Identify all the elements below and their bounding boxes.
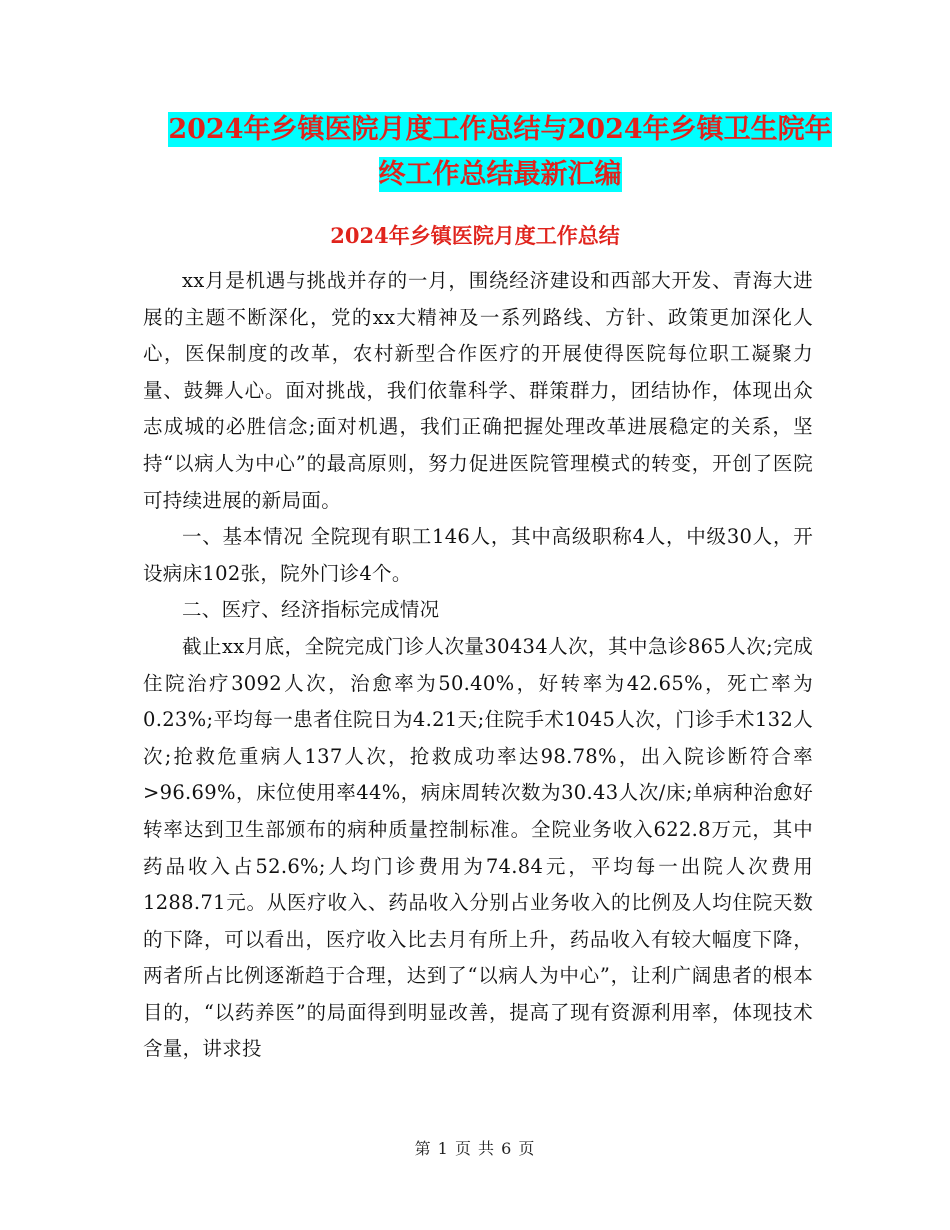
paragraph-indicators: 截止xx月底，全院完成门诊人次量30434人次，其中急诊865人次;完成住院治疗3092人次，治愈率为50.40%，好转率为42.65%，死亡率为0.23%;平均每一患者住院日为4.21天;住院手术1045人次，门诊手术132人次;抢救危重病人137人次，抢救成功率达98.78%，出入院诊断符合率>96.69%，床位使用率44%，病床周转次数为30.43人次/床;单病种治愈好转率达到卫生部颁布的病种质量控制标准。全院业务收入622.8万元，其中药品收入占52.6%;人均门诊费用为74.84元，平均每一出院人次费用1288.71元。从医疗收入、药品收入分别占业务收入的比例及人均住院天数的下降，可以看出，医疗收入比去月有所上升，药品收入有较大幅度下降，两者所占比例逐渐趋于合理，达到了“以病人为中心”，让利广阔患者的根本目的，“以药养医”的局面得到明显改善，提高了现有资源利用率，体现技术含量，讲求投 (143, 634, 813, 1061)
document-title-text-2: 终工作总结最新汇编 (378, 159, 622, 190)
section-heading: 2024年乡镇医院月度工作总结 (330, 223, 620, 248)
paragraph-indicators-heading: 二、医疗、经济指标完成情况 (182, 598, 440, 622)
document-title-line-2 (130, 147, 870, 203)
document-body (143, 263, 813, 1068)
page-number-footer: 第 1 页 共 6 页 (414, 1139, 536, 1158)
document-title-text-1: 2024年乡镇医院月度工作总结与2024年乡镇卫生院年 (168, 114, 832, 145)
paragraph-basic-info: 一、基本情况 全院现有职工146人，其中高级职称4人，中级30人，开设病床102张，院外门诊4个。 (143, 525, 813, 585)
paragraph-intro: xx月是机遇与挑战并存的一月，围绕经济建设和西部大开发、青海大进展的主题不断深化，党的xx大精神及一系列路线、方针、政策更加深化人心，医保制度的改革，农村新型合作医疗的开展使得医院每位职工凝聚力量、鼓舞人心。面对挑战，我们依靠科学、群策群力，团结协作，体现出众志成城的必胜信念;面对机遇，我们正确把握处理改革进展稳定的关系，坚持“以病人为中心”的最高原则，努力促进医院管理模式的转变，开创了医院可持续进展的新局面。 (143, 269, 813, 512)
